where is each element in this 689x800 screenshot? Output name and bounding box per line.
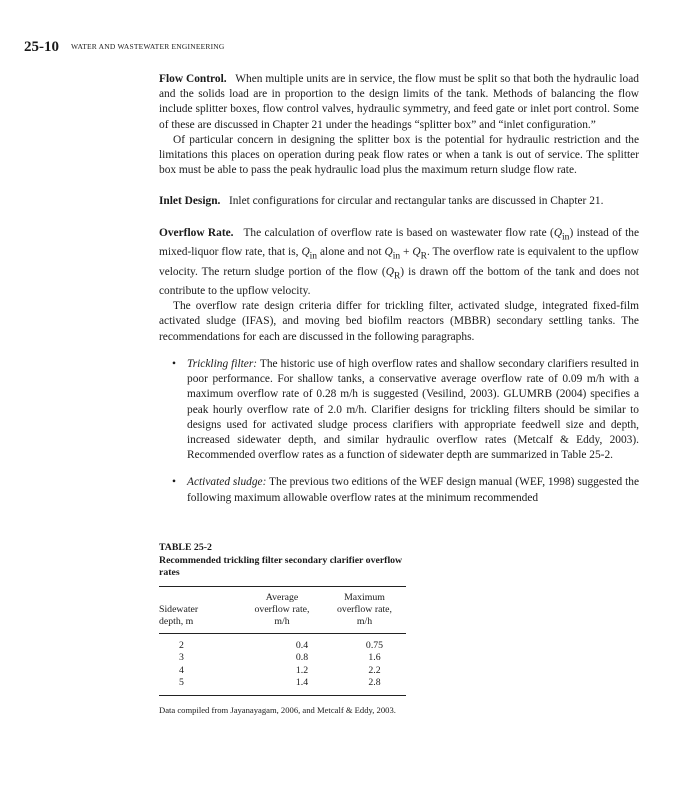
table-row: 3 0.8 1.6 xyxy=(179,652,381,664)
running-title: WATER AND WASTEWATER ENGINEERING xyxy=(71,42,225,51)
table-title: Recommended trickling filter secondary clarifier overflow rates xyxy=(159,554,403,578)
header-row: Sidewater overflow rate, overflow rate, xyxy=(159,603,392,615)
bullet-lead: Trickling filter: xyxy=(187,357,258,370)
list-item xyxy=(172,357,639,463)
header-row: depth, m m/h m/h xyxy=(159,615,373,627)
column-header: Average xyxy=(265,591,299,603)
page-header xyxy=(24,38,225,56)
flow-control-heading: Flow Control. xyxy=(159,73,227,85)
table-row: 5 1.4 2.8 xyxy=(179,676,381,688)
bullet-icon: • xyxy=(172,357,176,370)
table-source-note: Data compiled from Jayanayagam, 2006, and Metcalf & Eddy, 2003. xyxy=(159,704,396,715)
inlet-design-paragraph xyxy=(159,194,639,209)
table-label: TABLE 25-2 xyxy=(159,542,212,553)
flow-control-text: When multiple units are in service, the flow must be split so that both the hydraulic load and the solids load are in proportion to the design limits of the tank. Methods of balancing the flow include splitter boxes, flow control valves, hydraulic symmetry, and feed gate or inlet port control. Some of these are discussed in Chapter 21 under the headings “splitter box” and “inlet configuration.” xyxy=(159,73,639,131)
page-number: 25-10 xyxy=(24,39,59,55)
table-header xyxy=(159,592,406,629)
bullet-text: The previous two editions of the WEF design manual (WEF, 1998) suggested the following maximum allowable overflow rates at the minimum recommended xyxy=(187,476,640,504)
main-column xyxy=(159,72,639,506)
table-row: 2 0.4 0.75 xyxy=(179,640,384,652)
column-header: Sidewater xyxy=(159,603,199,615)
bullet-text: The historic use of high overflow rates and shallow secondary clarifiers resulted in poor performance. For shallow tanks, a conservative average overflow rate of 0.09 m/h with a maximum overflow rate of 0.28 m/h is suggested (Vesilind, 2003). GLUMRB (2004) specifies a peak hourly overflow rate of 2.0 m/h. Clarifier designs for trickling filters should be similar to designs used for activated sludge process clarifiers with appropriate feedwell size and depth, increased sidewater depth, and similar hydraulic overflow rates (Metcalf & Eddy, 2003). Recommended overflow rates as a function of sidewater depth are summarized in Table 25-2. xyxy=(187,357,639,462)
table-row: 4 1.2 2.2 xyxy=(179,664,381,676)
table-25-2 xyxy=(159,542,406,717)
bullet-lead: Activated sludge: xyxy=(187,476,267,489)
header-row xyxy=(159,592,406,604)
bullet-icon: • xyxy=(172,476,176,489)
table-body xyxy=(159,640,406,689)
overflow-rate-paragraph: Overflow Rate. The calculation of overflow rate is based on wastewater flow rate $(Q_{in})$ instead of the mixed-liquor flow rate, that is, $Q_{in}$ alone and not $Q_{in} + Q_R$. The overflow rate is equivalent to the upflow velocity. The return sludge portion of the flow $(Q_R)$ is drawn off the bottom of the tank and does not contribute to the upflow velocity. xyxy=(159,226,640,298)
overflow-bullet-list xyxy=(159,357,639,506)
flow-control-paragraph xyxy=(159,72,639,133)
column-header: Maximum xyxy=(344,591,385,603)
inlet-design-heading: Inlet Design. xyxy=(159,195,221,208)
overflow-criteria-paragraph: The overflow rate design criteria differ for trickling filter, activated sludge, integrated fixed-film activated sludge (IFAS), and moving bed biofilm reactors (MBBR) secondary settling tanks. The recommendations for each are discussed in the following paragraphs. xyxy=(159,300,639,343)
overflow-rate-heading: Overflow Rate. xyxy=(159,226,234,239)
splitter-box-paragraph: Of particular concern in designing the splitter box is the potential for hydraulic restriction and the limitations this places on operation during peak flow rates or when a tank is out of service. The splitter box must be able to pass the peak hydraulic load plus the maximum return sludge flow rate. xyxy=(159,133,639,177)
list-item xyxy=(172,475,640,505)
inlet-design-text: Inlet configurations for circular and rectangular tanks are discussed in Chapter 21. xyxy=(228,195,604,208)
